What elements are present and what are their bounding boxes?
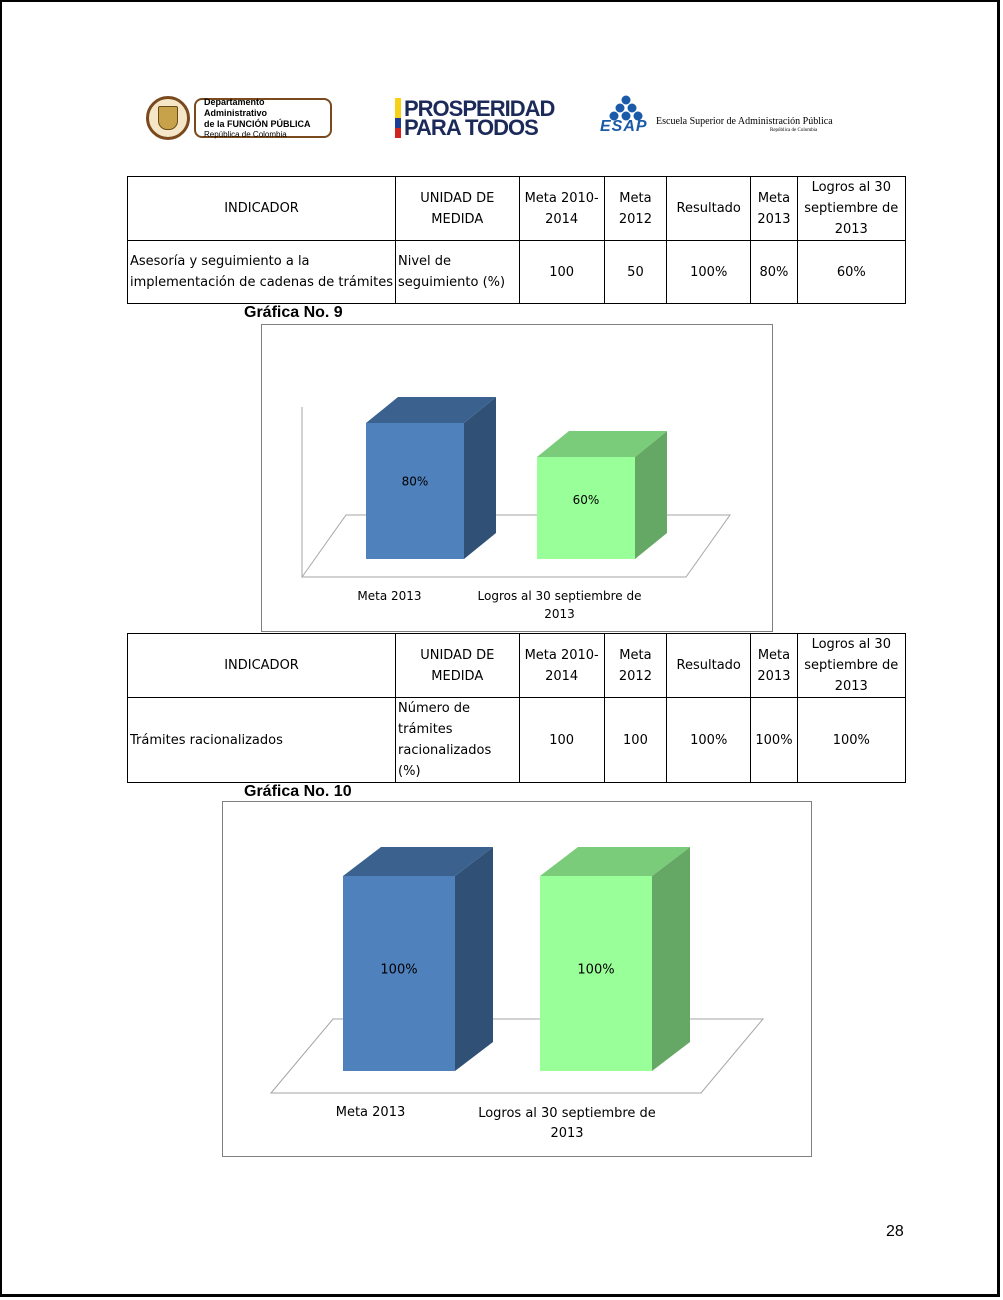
cell-unidad: Nivel de seguimiento (%) (396, 241, 519, 304)
header-meta-2012: Meta 2012 (604, 634, 666, 698)
cell-resultado: 100% (667, 241, 751, 304)
grafica-10-svg (223, 802, 811, 1156)
page-number: 28 (886, 1223, 904, 1240)
header-logros: Logros al 30 septiembre de 2013 (797, 177, 905, 241)
table-header-row (128, 634, 906, 698)
bar-data-label-2: 100% (577, 962, 615, 978)
colombia-flag-icon (395, 98, 401, 138)
cell-logros: 60% (797, 241, 905, 304)
header-indicador: INDICADOR (128, 634, 396, 698)
cell-unidad: Número de trámites racionalizados (%) (396, 698, 519, 783)
cell-meta-2012: 50 (604, 241, 666, 304)
header-logos (140, 88, 840, 148)
dafp-line2: de la FUNCIÓN PÚBLICA (204, 118, 311, 129)
cell-meta-2012: 100 (604, 698, 666, 783)
cell-meta-2013: 100% (751, 698, 797, 783)
table-row (128, 698, 906, 783)
bar-data-label-1: 100% (380, 962, 418, 978)
dafp-line1: Departamento Administrativo (204, 96, 268, 118)
header-resultado: Resultado (667, 177, 751, 241)
grafica-9-title: Gráfica No. 9 (244, 304, 343, 321)
grafica-9-chart (261, 324, 773, 632)
cell-indicador: Trámites racionalizados (128, 698, 396, 783)
bar-front-2 (537, 457, 635, 559)
header-unidad: UNIDAD DE MEDIDA (396, 177, 519, 241)
esap-sub: República de Colombia (770, 128, 818, 133)
bar-side-1 (464, 397, 496, 559)
dafp-logo (146, 93, 334, 143)
cell-indicador: Asesoría y seguimiento a la implementación de cadenas de trámites (128, 241, 396, 304)
esap-logo (600, 88, 840, 143)
esap-name: Escuela Superior de Administración Pública (656, 116, 833, 127)
bar-data-label-1: 80% (401, 474, 429, 489)
grafica-10-chart (222, 801, 812, 1157)
indicator-table-1 (127, 176, 906, 304)
cell-resultado: 100% (667, 698, 751, 783)
bar-side-1 (455, 847, 493, 1071)
prosperidad-line1: PROSPERIDAD (404, 96, 555, 121)
bar-front-1 (366, 423, 464, 559)
cell-meta-2010: 100 (519, 698, 604, 783)
grafica-10-title: Gráfica No. 10 (244, 783, 352, 800)
bar-data-label-2: 60% (572, 492, 600, 507)
header-meta-2013: Meta 2013 (751, 634, 797, 698)
indicator-table-2 (127, 633, 906, 783)
header-meta-2010: Meta 2010-2014 (519, 177, 604, 241)
header-meta-2013: Meta 2013 (751, 177, 797, 241)
grafica-10-xlabel-1: Meta 2013 (335, 1105, 406, 1120)
header-logros: Logros al 30 septiembre de 2013 (797, 634, 905, 698)
prosperidad-logo (395, 98, 554, 138)
header-meta-2010: Meta 2010-2014 (519, 634, 604, 698)
bar-side-2 (652, 847, 690, 1071)
prosperidad-line2: PARA TODOS (404, 115, 538, 140)
header-unidad: UNIDAD DE MEDIDA (396, 634, 519, 698)
grafica-9-xlabel-1: Meta 2013 (357, 589, 422, 603)
grafica-10-xlabel-2: Logros al 30 septiembre de 2013 (478, 1106, 656, 1141)
dafp-text-box (194, 98, 332, 138)
header-resultado: Resultado (667, 634, 751, 698)
table-header-row (128, 177, 906, 241)
header-meta-2012: Meta 2012 (604, 177, 666, 241)
colombia-seal-icon (146, 96, 190, 140)
cell-logros: 100% (797, 698, 905, 783)
grafica-9-svg (262, 325, 772, 631)
dafp-line3: República de Colombia (204, 129, 287, 139)
cell-meta-2010: 100 (519, 241, 604, 304)
esap-wordmark: ESAP (600, 118, 648, 135)
header-indicador: INDICADOR (128, 177, 396, 241)
grafica-9-xlabel-2: Logros al 30 septiembre de 2013 (477, 589, 642, 621)
cell-meta-2013: 80% (751, 241, 797, 304)
table-row (128, 241, 906, 304)
